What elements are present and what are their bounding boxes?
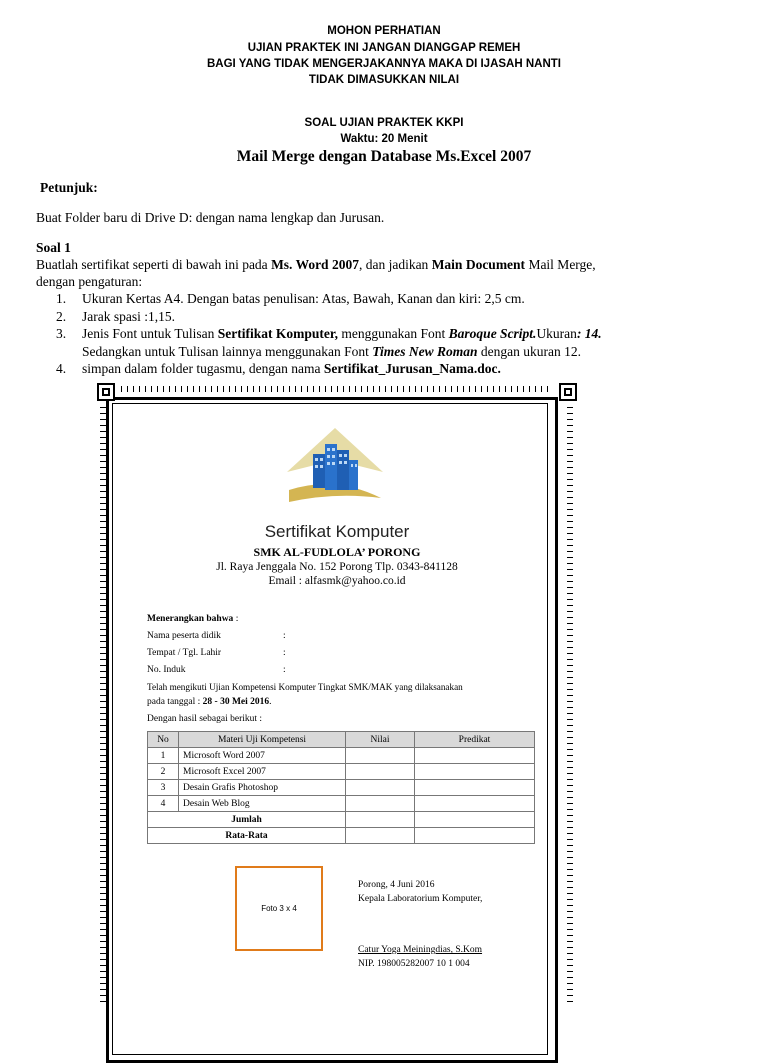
rule-number: 4.	[56, 361, 67, 376]
certificate-statement: Telah mengikuti Ujian Kompetensi Komputer Tingkat SMK/MAK yang dilaksanakan	[147, 682, 463, 692]
soal-intro-e: Mail Merge,	[525, 257, 596, 272]
rule-text-e: Ukuran	[536, 326, 577, 341]
rule-text-a: Jenis Font untuk Tulisan	[82, 326, 218, 341]
cell-jumlah-nilai	[346, 812, 415, 828]
rule-item	[56, 290, 696, 308]
table-row	[148, 780, 535, 796]
exam-title: SOAL UJIAN PRAKTEK KKPI	[304, 117, 464, 129]
signer-name: Catur Yoga Meiningdias, S.Kom	[358, 945, 483, 955]
instructions-heading: Petunjuk:	[40, 180, 98, 195]
certificate-date-line	[147, 697, 272, 707]
cell-no: 3	[148, 780, 179, 796]
cell-predikat	[415, 748, 535, 764]
rule-text: Ukuran Kertas A4. Dengan batas penulisan: Atas, Bawah, Kanan dan kiri: 2,5 cm.	[82, 291, 525, 306]
rule-text-line2c: dengan ukuran 12.	[477, 343, 581, 359]
rule-number: 1.	[56, 291, 67, 306]
signer-position: Kepala Laboratorium Komputer,	[358, 894, 483, 904]
header-no: No	[148, 732, 179, 748]
table-row-rata	[148, 828, 535, 844]
header-predikat: Predikat	[415, 732, 535, 748]
soal-heading: Soal 1	[36, 240, 71, 255]
rule-text-line2b: Times New Roman	[372, 343, 478, 359]
field-separator: :	[283, 631, 286, 641]
cell-no: 1	[148, 748, 179, 764]
soal-intro-d: Main Document	[431, 257, 526, 272]
logo-building	[337, 450, 349, 490]
date-prefix: pada tanggal :	[147, 697, 203, 707]
photo-placeholder: Foto 3 x 4	[235, 866, 323, 951]
field-label-induk: No. Induk	[147, 665, 186, 675]
frame-corner-icon	[97, 383, 115, 401]
rule-text: Jarak spasi :1,15.	[82, 308, 175, 324]
notice-line-1: MOHON PERHATIAN	[327, 25, 441, 37]
exam-subject: Mail Merge dengan Database Ms.Excel 2007	[236, 148, 532, 165]
cell-rata-label: Rata-Rata	[148, 828, 346, 844]
soal-intro-c: , dan jadikan	[358, 257, 432, 272]
cell-materi: Desain Grafis Photoshop	[179, 780, 346, 796]
notice-line-3: BAGI YANG TIDAK MENGERJAKANNYA MAKA DI IJASAH NANTI	[207, 58, 561, 70]
logo-building	[325, 444, 337, 490]
cell-nilai	[346, 764, 415, 780]
rule-text-b: Sertifikat_Jurusan_Nama.doc.	[323, 361, 501, 376]
rule-item	[56, 308, 696, 326]
cell-predikat	[415, 764, 535, 780]
rule-text-line2a: Sedangkan untuk Tulisan lainnya menggunakan Font	[82, 343, 373, 359]
certificate-title: Sertifikat Komputer	[264, 522, 410, 541]
place-date: Porong, 4 Juni 2016	[358, 880, 435, 890]
cell-nilai	[346, 748, 415, 764]
field-label-nama: Nama peserta didik	[147, 631, 221, 641]
cell-jumlah-predikat	[415, 812, 535, 828]
field-separator: :	[283, 665, 286, 675]
header-materi: Materi Uji Kompetensi	[179, 732, 346, 748]
rule-text-b: Sertifikat Komputer,	[217, 326, 339, 341]
table-header-row	[148, 732, 535, 748]
cell-materi: Microsoft Word 2007	[179, 748, 346, 764]
soal-intro-line2: dengan pengaturan:	[36, 274, 143, 289]
cell-materi: Microsoft Excel 2007	[179, 764, 346, 780]
rule-text-d: Baroque Script.	[448, 326, 537, 341]
cell-jumlah-label: Jumlah	[148, 812, 346, 828]
notice-line-2: UJIAN PRAKTEK INI JANGAN DIANGGAP REMEH	[247, 42, 521, 54]
rule-item	[56, 360, 696, 378]
soal-intro-b: Ms. Word 2007	[271, 257, 359, 272]
rule-number: 3.	[56, 326, 67, 341]
date-value: 28 - 30 Mei 2016	[202, 697, 270, 707]
cell-no: 2	[148, 764, 179, 780]
table-row	[148, 764, 535, 780]
frame-corner-icon	[559, 383, 577, 401]
result-intro: Dengan hasil sebagai berikut :	[147, 714, 263, 724]
cell-predikat	[415, 780, 535, 796]
date-suffix: .	[269, 697, 272, 707]
frame-pattern-top	[121, 386, 553, 392]
building-logo-icon	[285, 420, 385, 512]
cell-rata-nilai	[346, 828, 415, 844]
soal-intro-a: Buatlah sertifikat seperti di bawah ini pada	[36, 257, 272, 272]
cell-no: 4	[148, 796, 179, 812]
grades-table	[147, 731, 535, 844]
table-row	[148, 796, 535, 812]
logo-building	[313, 454, 325, 488]
rules-list	[56, 290, 696, 378]
cell-predikat	[415, 796, 535, 812]
cell-rata-predikat	[415, 828, 535, 844]
cell-nilai	[346, 780, 415, 796]
rule-text-c: menggunakan Font	[338, 326, 449, 341]
soal-intro	[36, 257, 686, 273]
header-nilai: Nilai	[346, 732, 415, 748]
table-row	[148, 748, 535, 764]
table-row-jumlah	[148, 812, 535, 828]
certificate-school: SMK AL-FUDLOLA’ PORONG	[253, 545, 421, 559]
rule-item	[56, 325, 696, 360]
rule-number: 2.	[56, 308, 67, 324]
menerangkan-label	[147, 614, 238, 624]
cell-nilai	[346, 796, 415, 812]
certificate-address: Jl. Raya Jenggala No. 152 Porong Tlp. 0343-841128	[216, 561, 458, 573]
cell-materi: Desain Web Blog	[179, 796, 346, 812]
menerangkan-bold: Menerangkan bahwa	[147, 614, 234, 624]
menerangkan-colon: :	[233, 614, 239, 624]
rule-text-f: : 14.	[576, 326, 602, 341]
signer-nip: NIP. 198005282007 10 1 004	[358, 959, 470, 969]
notice-line-4: TIDAK DIMASUKKAN NILAI	[308, 74, 460, 86]
field-separator: :	[283, 648, 286, 658]
frame-pattern-right	[567, 407, 573, 1007]
instructions-text: Buat Folder baru di Drive D: dengan nama lengkap dan Jurusan.	[36, 210, 385, 225]
field-label-tempat: Tempat / Tgl. Lahir	[147, 648, 222, 658]
certificate-email: Email : alfasmk@yahoo.co.id	[268, 575, 406, 587]
exam-time: Waktu: 20 Menit	[340, 133, 428, 145]
rule-text-a: simpan dalam folder tugasmu, dengan nama	[82, 361, 324, 376]
